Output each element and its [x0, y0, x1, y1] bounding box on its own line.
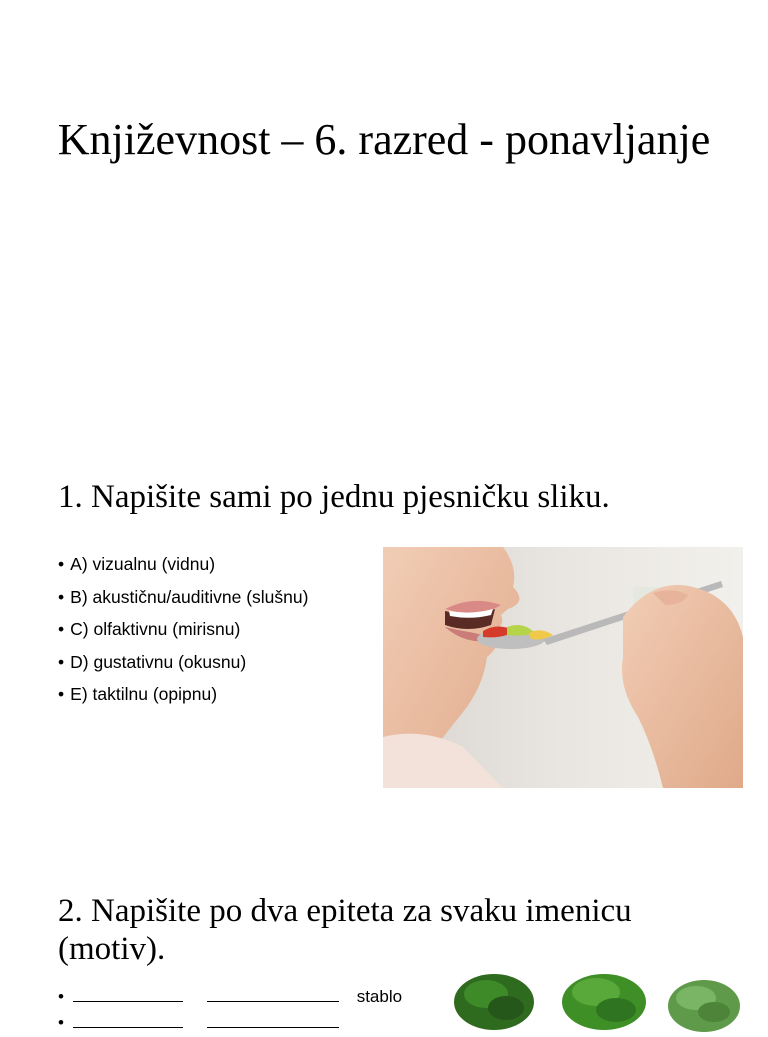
tree-icon [562, 974, 646, 1030]
list-item: • A) vizualnu (vidnu) [58, 548, 308, 581]
list-item: • C) olfaktivnu (mirisnu) [58, 613, 308, 646]
question-1-heading: 1. Napišite sami po jednu pjesničku sliku. [58, 479, 610, 515]
list-item [58, 1010, 402, 1036]
noun-label: stablo [356, 987, 403, 1006]
list-item: • E) taktilnu (opipnu) [58, 678, 308, 711]
answer-blank[interactable] [207, 1011, 339, 1028]
woman-eating-photo [383, 547, 743, 788]
list-item: • D) gustativnu (okusnu) [58, 646, 308, 679]
slide-title: Književnost – 6. razred - ponavljanje [57, 115, 711, 164]
answer-blank[interactable] [73, 1011, 183, 1028]
trees-image [446, 972, 746, 1032]
question-2-heading: 2. Napišite po dva epiteta za svaku imenicu (motiv). [58, 893, 632, 967]
question-1-list [58, 548, 308, 711]
question-2-list [58, 984, 402, 1036]
answer-blank[interactable] [73, 985, 183, 1002]
list-item [58, 984, 402, 1010]
tree-icon [454, 974, 534, 1030]
list-item: • B) akustičnu/auditivne (slušnu) [58, 581, 308, 614]
answer-blank[interactable] [207, 985, 339, 1002]
tree-icon [668, 980, 740, 1032]
